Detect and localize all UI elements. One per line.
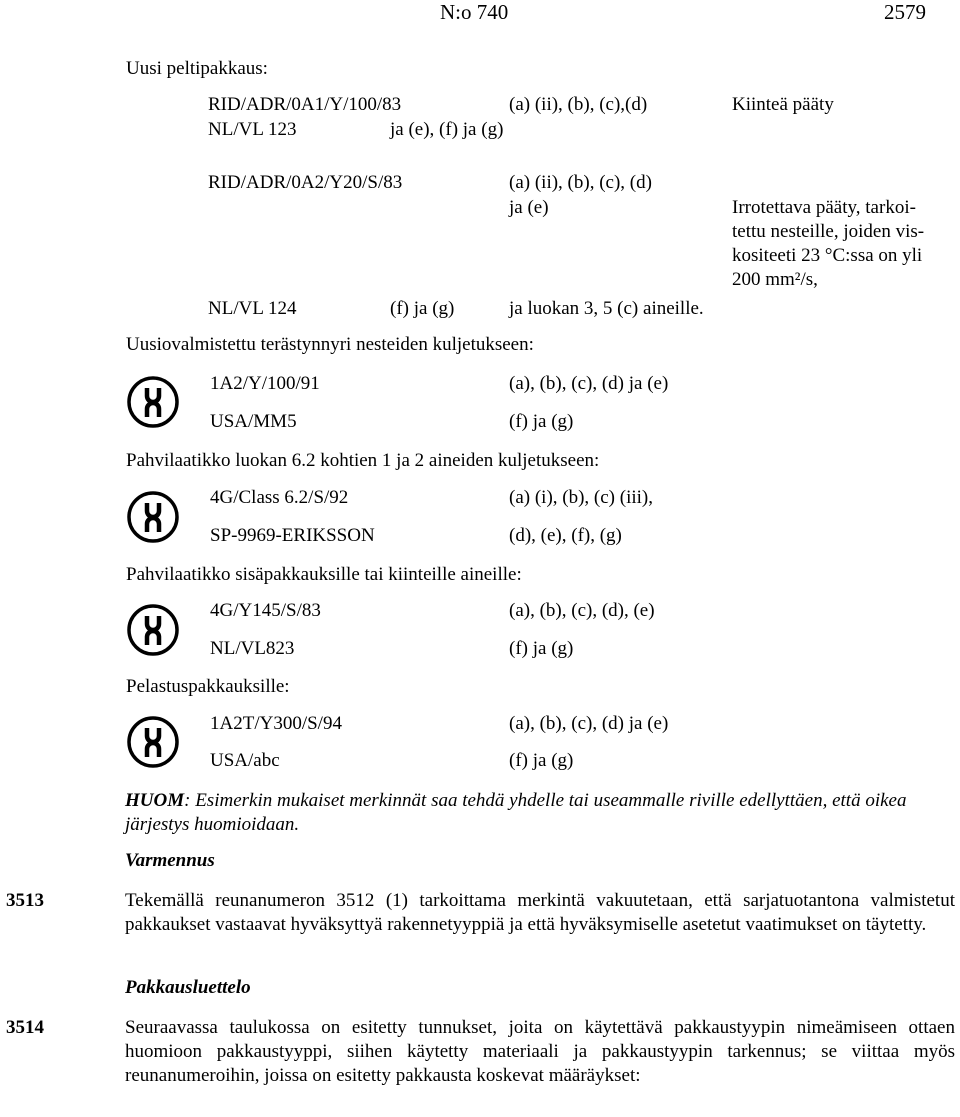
tin-note2-line4: 200 mm²/s,	[732, 269, 818, 290]
section-line-criteria: (a), (b), (c), (d) ja (e)	[509, 373, 669, 394]
section-line-criteria: (f) ja (g)	[509, 411, 574, 432]
tin-note2-line3: kositeeti 23 °C:ssa on yli	[732, 245, 923, 266]
tin-row2-code: RID/ADR/0A2/Y20/S/83	[208, 172, 403, 193]
section-line-code: NL/VL823	[210, 638, 295, 659]
section-line-code: 1A2T/Y300/S/94	[210, 713, 342, 734]
note-text: : Esimerkin mukaiset merkinnät saa tehdä yhdelle tai useammalle riville edellyttäen, että oikea järjestys huomioidaan.	[125, 790, 907, 835]
section-line-criteria: (f) ja (g)	[509, 638, 574, 659]
section-line-criteria: (a), (b), (c), (d), (e)	[509, 600, 655, 621]
note-label: HUOM	[125, 790, 185, 811]
tin-row1b-code: NL/VL 123	[208, 119, 297, 140]
un-packaging-symbol-icon	[126, 603, 180, 657]
tin-row2-criteria: (a) (ii), (b), (c), (d)	[509, 172, 652, 193]
tin-row1-criteria: (a) (ii), (b), (c),(d)	[509, 94, 648, 115]
section-heading: Pahvilaatikko sisäpakkauksille tai kiinteille aineille:	[126, 564, 522, 585]
tin-row1b-criteria: ja (e), (f) ja (g)	[390, 119, 504, 140]
varmennus-paragraph: Tekemällä reunanumeron 3512 (1) tarkoittama merkintä vakuutetaan, että sarjatuotantona valmistetut pakkaukset vastaavat hyväksyttyä rakennetyyppiä ja että hyväksymiselle asetetut vaatimukset on täytetty.	[125, 890, 955, 935]
tin-row2b-criteria: ja (e)	[509, 197, 549, 218]
section-line-code: 4G/Class 6.2/S/92	[210, 487, 349, 508]
section-line-code: SP-9969-ERIKSSON	[210, 525, 375, 546]
section-line-code: USA/abc	[210, 750, 280, 771]
margin-number-3514: 3514	[6, 1017, 44, 1038]
section-heading: Pelastuspakkauksille:	[126, 676, 290, 697]
page-number: 2579	[884, 0, 926, 24]
section-line-criteria: (a), (b), (c), (d) ja (e)	[509, 713, 669, 734]
tin-row3-criteria: (f) ja (g)	[390, 298, 455, 319]
section-line-criteria: (d), (e), (f), (g)	[509, 525, 622, 546]
issue-number: N:o 740	[440, 0, 509, 24]
tin-row3-suffix: ja luokan 3, 5 (c) aineille.	[509, 298, 704, 319]
margin-number-3513: 3513	[6, 890, 44, 911]
tin-row3-code: NL/VL 124	[208, 298, 297, 319]
un-packaging-symbol-icon	[126, 490, 180, 544]
pakkausluettelo-heading: Pakkausluettelo	[125, 977, 251, 998]
section-line-code: 1A2/Y/100/91	[210, 373, 320, 394]
pakkausluettelo-paragraph: Seuraavassa taulukossa on esitetty tunnukset, joita on käytettävä pakkaustyypin nimeämiseen ottaen huomioon pakkaustyyppi, siihen käytetty materiaali ja pakkaustyypin tarkennus; se viittaa myös reunanumeroihin, joissa on esitetty pakkausta koskevat määräykset:	[125, 1017, 955, 1086]
section-heading: Pahvilaatikko luokan 6.2 kohtien 1 ja 2 aineiden kuljetukseen:	[126, 450, 600, 471]
intro-line: Uusi peltipakkaus:	[126, 58, 268, 79]
section-line-code: 4G/Y145/S/83	[210, 600, 321, 621]
section-line-code: USA/MM5	[210, 411, 297, 432]
tin-row1-note: Kiinteä pääty	[732, 94, 834, 115]
tin-row1-code: RID/ADR/0A1/Y/100/83	[208, 94, 402, 115]
section-line-criteria: (a) (i), (b), (c) (iii),	[509, 487, 654, 508]
un-packaging-symbol-icon	[126, 715, 180, 769]
un-packaging-symbol-icon	[126, 375, 180, 429]
note-paragraph	[125, 789, 955, 837]
section-line-criteria: (f) ja (g)	[509, 750, 574, 771]
section-heading: Uusiovalmistettu terästynnyri nesteiden kuljetukseen:	[126, 334, 534, 355]
varmennus-heading: Varmennus	[125, 850, 215, 871]
tin-note2-line2: tettu nesteille, joiden vis-	[732, 221, 925, 242]
tin-note2-line1: Irrotettava pääty, tarkoi-	[732, 197, 916, 218]
